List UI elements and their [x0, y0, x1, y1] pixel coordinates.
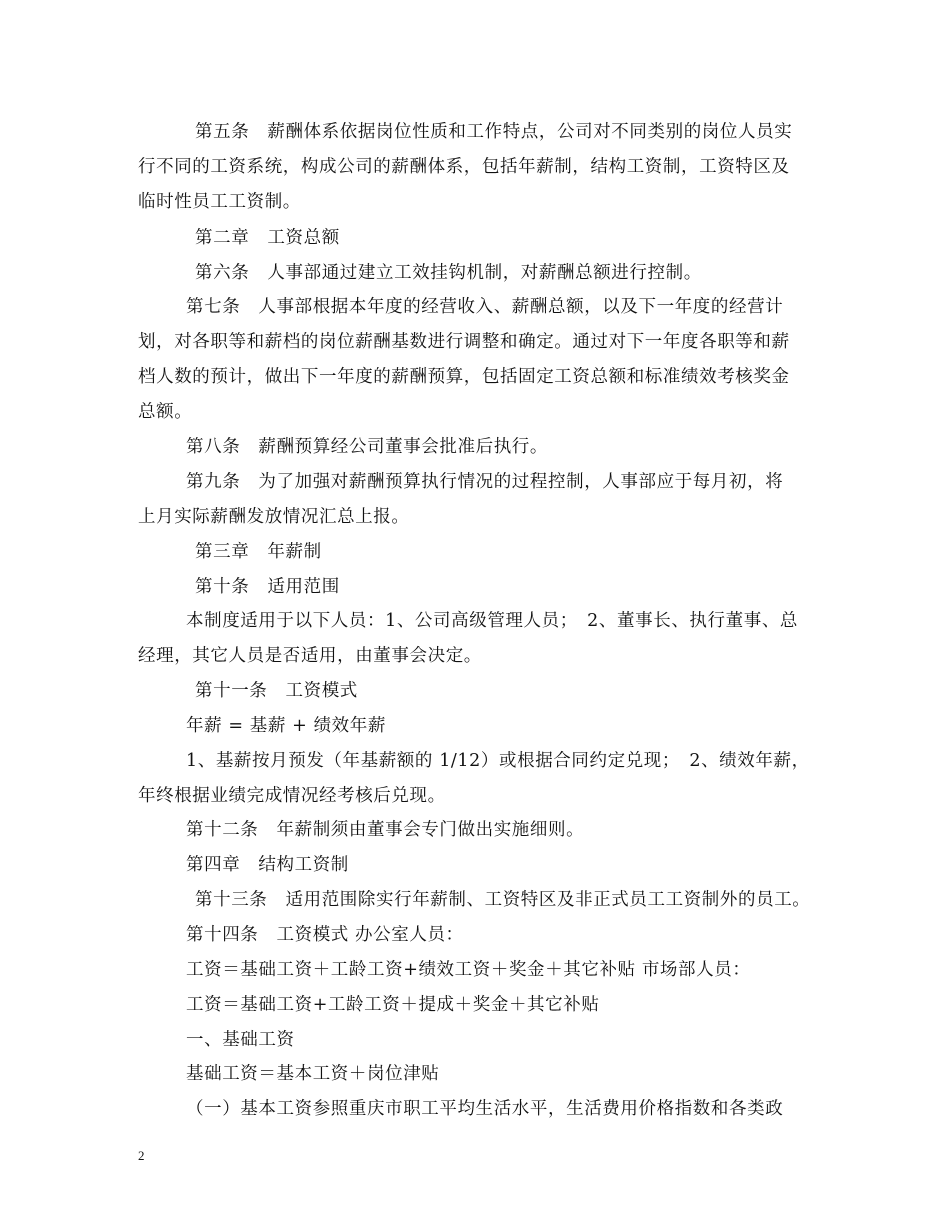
chapter-heading: 第三章 年薪制 [195, 542, 322, 562]
text-line: 第九条 为了加强对薪酬预算执行情况的过程控制，人事部应于每月初，将 [186, 472, 784, 492]
text-line: 年终根据业绩完成情况经考核后兑现。 [138, 786, 446, 806]
text-line: 第十一条 工资模式 [195, 681, 358, 701]
text-line: 本制度适用于以下人员：1、公司高级管理人员； 2、董事长、执行董事、总 [186, 611, 799, 631]
text-line: （一）基本工资参照重庆市职工平均生活水平，生活费用价格指数和各类政 [186, 1099, 784, 1119]
text-line: 第七条 人事部根据本年度的经营收入、薪酬总额，以及下一年度的经营计 [186, 297, 784, 317]
text-line: 上月实际薪酬发放情况汇总上报。 [138, 507, 410, 527]
text-line: 临时性员工工资制。 [138, 192, 301, 212]
text-line: 第十三条 适用范围除实行年薪制、工资特区及非正式员工工资制外的员工。 [195, 890, 811, 910]
text-line: 划，对各职等和薪档的岗位薪酬基数进行调整和确定。通过对下一年度各职等和薪 [138, 332, 790, 352]
formula-line: 工资＝基础工资＋工龄工资+绩效工资＋奖金＋其它补贴 市场部人员： [186, 960, 751, 980]
chapter-heading: 第四章 结构工资制 [186, 855, 349, 875]
text-line: 第五条 薪酬体系依据岗位性质和工作特点，公司对不同类别的岗位人员实 [195, 122, 793, 142]
text-line: 第十条 适用范围 [195, 577, 340, 597]
text-line: 档人数的预计，做出下一年度的薪酬预算，包括固定工资总额和标准绩效考核奖金 [138, 367, 790, 387]
text-line: 第十二条 年薪制须由董事会专门做出实施细则。 [186, 820, 585, 840]
text-line: 1、基薪按月预发（年基薪额的 1/12）或根据合同约定兑现； 2、绩效年薪， [186, 751, 810, 771]
chapter-heading: 第二章 工资总额 [195, 228, 340, 248]
section-heading: 一、基础工资 [186, 1030, 295, 1050]
formula-line: 工资＝基础工资+工龄工资＋提成＋奖金＋其它补贴 [186, 995, 600, 1015]
text-line: 经理，其它人员是否适用，由董事会决定。 [138, 646, 482, 666]
text-line: 第十四条 工资模式 办公室人员： [186, 925, 464, 945]
formula-line: 年薪 = 基薪 + 绩效年薪 [186, 716, 386, 736]
text-line: 总额。 [138, 402, 193, 422]
text-line: 行不同的工资系统，构成公司的薪酬体系，包括年薪制，结构工资制，工资特区及 [138, 157, 790, 177]
formula-line: 基础工资＝基本工资＋岗位津贴 [186, 1064, 440, 1084]
text-line: 第六条 人事部通过建立工效挂钩机制，对薪酬总额进行控制。 [195, 263, 702, 283]
text-line: 第八条 薪酬预算经公司董事会批准后执行。 [186, 437, 548, 457]
page-number: 2 [138, 1148, 145, 1163]
